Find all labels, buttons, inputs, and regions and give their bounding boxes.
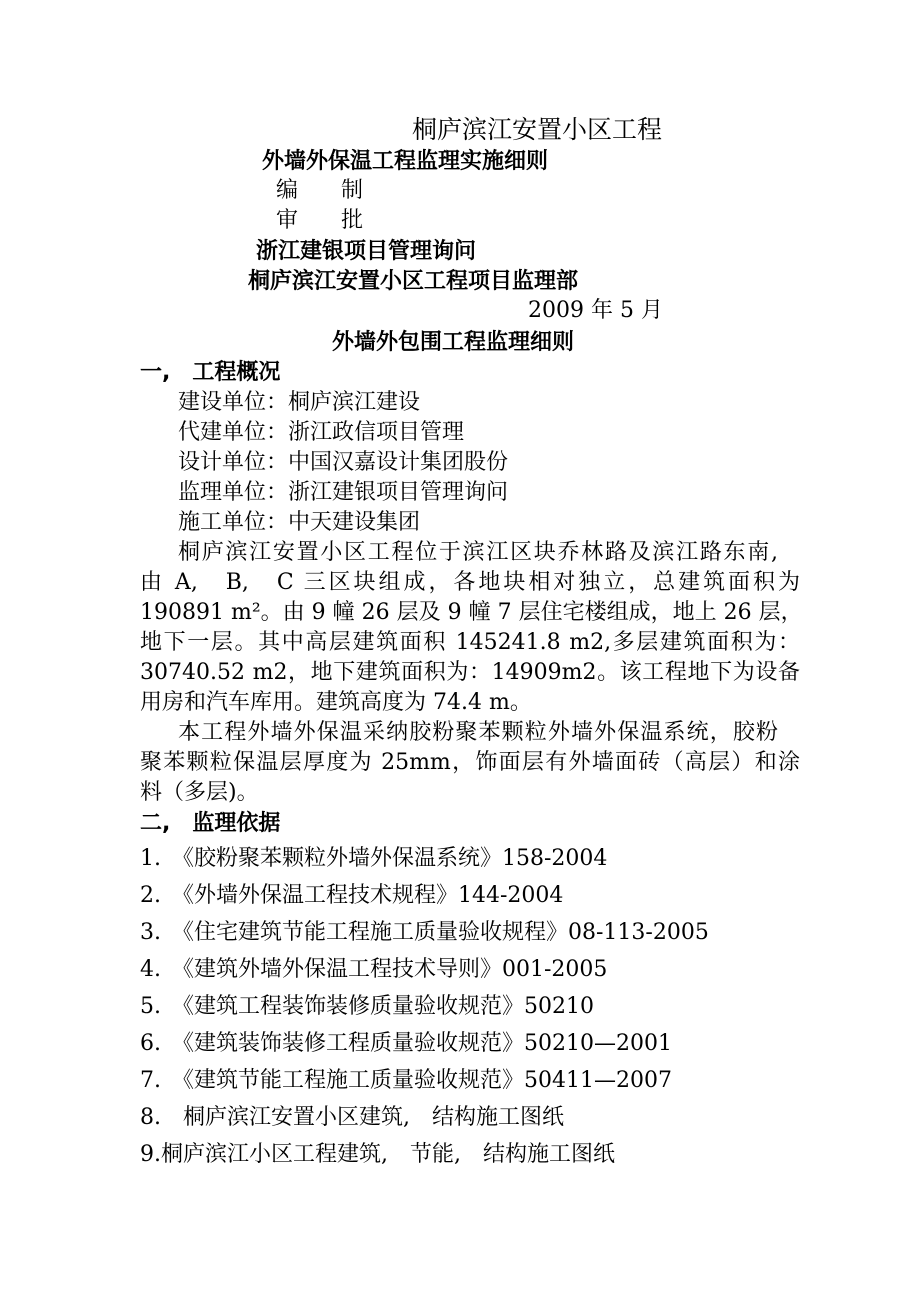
contractor-unit: 施工单位：中天建设集团 bbox=[178, 510, 421, 535]
basis-item-5: 5. 《建筑工程装饰装修质量验收规范》50210 bbox=[140, 994, 594, 1019]
basis-item-9: 9.桐庐滨江小区工程建筑, 节能, 结构施工图纸 bbox=[140, 1142, 615, 1167]
basis-item-3: 3. 《住宅建筑节能工程施工质量验收规程》08-113-2005 bbox=[140, 920, 709, 945]
compile-label: 编 制 bbox=[276, 178, 381, 203]
insulation-line-2: 聚苯颗粒保温层厚度为 25mm，饰面层有外墙面砖（高层）和涂 bbox=[140, 750, 800, 775]
basis-item-2: 2. 《外墙外保温工程技术规程》144-2004 bbox=[140, 883, 564, 908]
supervision-unit: 监理单位：浙江建银项目管理询问 bbox=[178, 480, 509, 505]
overview-line-2: 由 A, B, C 三区块组成，各地块相对独立，总建筑面积为 bbox=[140, 570, 800, 595]
agent-unit: 代建单位：浙江政信项目管理 bbox=[178, 420, 465, 445]
overview-line-4: 地下一层。其中高层建筑面积 145241.8 m2,多层建筑面积为： bbox=[140, 630, 800, 655]
section-1-title: 一, 工程概况 bbox=[140, 360, 281, 385]
overview-line-6: 用房和汽车库用。建筑高度为 74.4 m。 bbox=[140, 690, 532, 715]
project-title: 桐庐滨江安置小区工程 bbox=[412, 115, 663, 144]
department-name: 桐庐滨江安置小区工程项目监理部 bbox=[248, 269, 579, 294]
document-heading: 外墙外包围工程监理细则 bbox=[332, 330, 575, 355]
overview-line-3: 190891 m²。由 9 幢 26 层及 9 幢 7 层住宅楼组成，地上 26 层， bbox=[140, 600, 803, 625]
design-unit: 设计单位：中国汉嘉设计集团股份 bbox=[178, 450, 509, 475]
company-name: 浙江建银项目管理询问 bbox=[256, 239, 477, 264]
basis-item-4: 4. 《建筑外墙外保温工程技术导则》001-2005 bbox=[140, 957, 608, 982]
basis-item-6: 6. 《建筑装饰装修工程质量验收规范》50210—2001 bbox=[140, 1031, 672, 1056]
basis-item-7: 7. 《建筑节能工程施工质量验收规范》50411—2007 bbox=[140, 1068, 672, 1093]
overview-line-5: 30740.52 m2，地下建筑面积为：14909m2。该工程地下为设备 bbox=[140, 660, 800, 685]
insulation-line-3: 料（多层)。 bbox=[140, 780, 259, 805]
issue-date: 2009 年 5 月 bbox=[528, 298, 663, 323]
basis-item-8: 8. 桐庐滨江安置小区建筑, 结构施工图纸 bbox=[140, 1105, 564, 1130]
report-subtitle: 外墙外保温工程监理实施细则 bbox=[262, 149, 549, 174]
construction-unit: 建设单位：桐庐滨江建设 bbox=[178, 390, 421, 415]
insulation-line-1: 本工程外墙外保温采纳胶粉聚苯颗粒外墙外保温系统，胶粉 bbox=[178, 720, 778, 745]
basis-item-1: 1. 《胶粉聚苯颗粒外墙外保温系统》158-2004 bbox=[140, 846, 608, 871]
overview-line-1: 桐庐滨江安置小区工程位于滨江区块乔林路及滨江路东南, bbox=[178, 540, 778, 565]
approve-label: 审 批 bbox=[276, 208, 381, 233]
section-2-title: 二, 监理依据 bbox=[140, 811, 281, 836]
